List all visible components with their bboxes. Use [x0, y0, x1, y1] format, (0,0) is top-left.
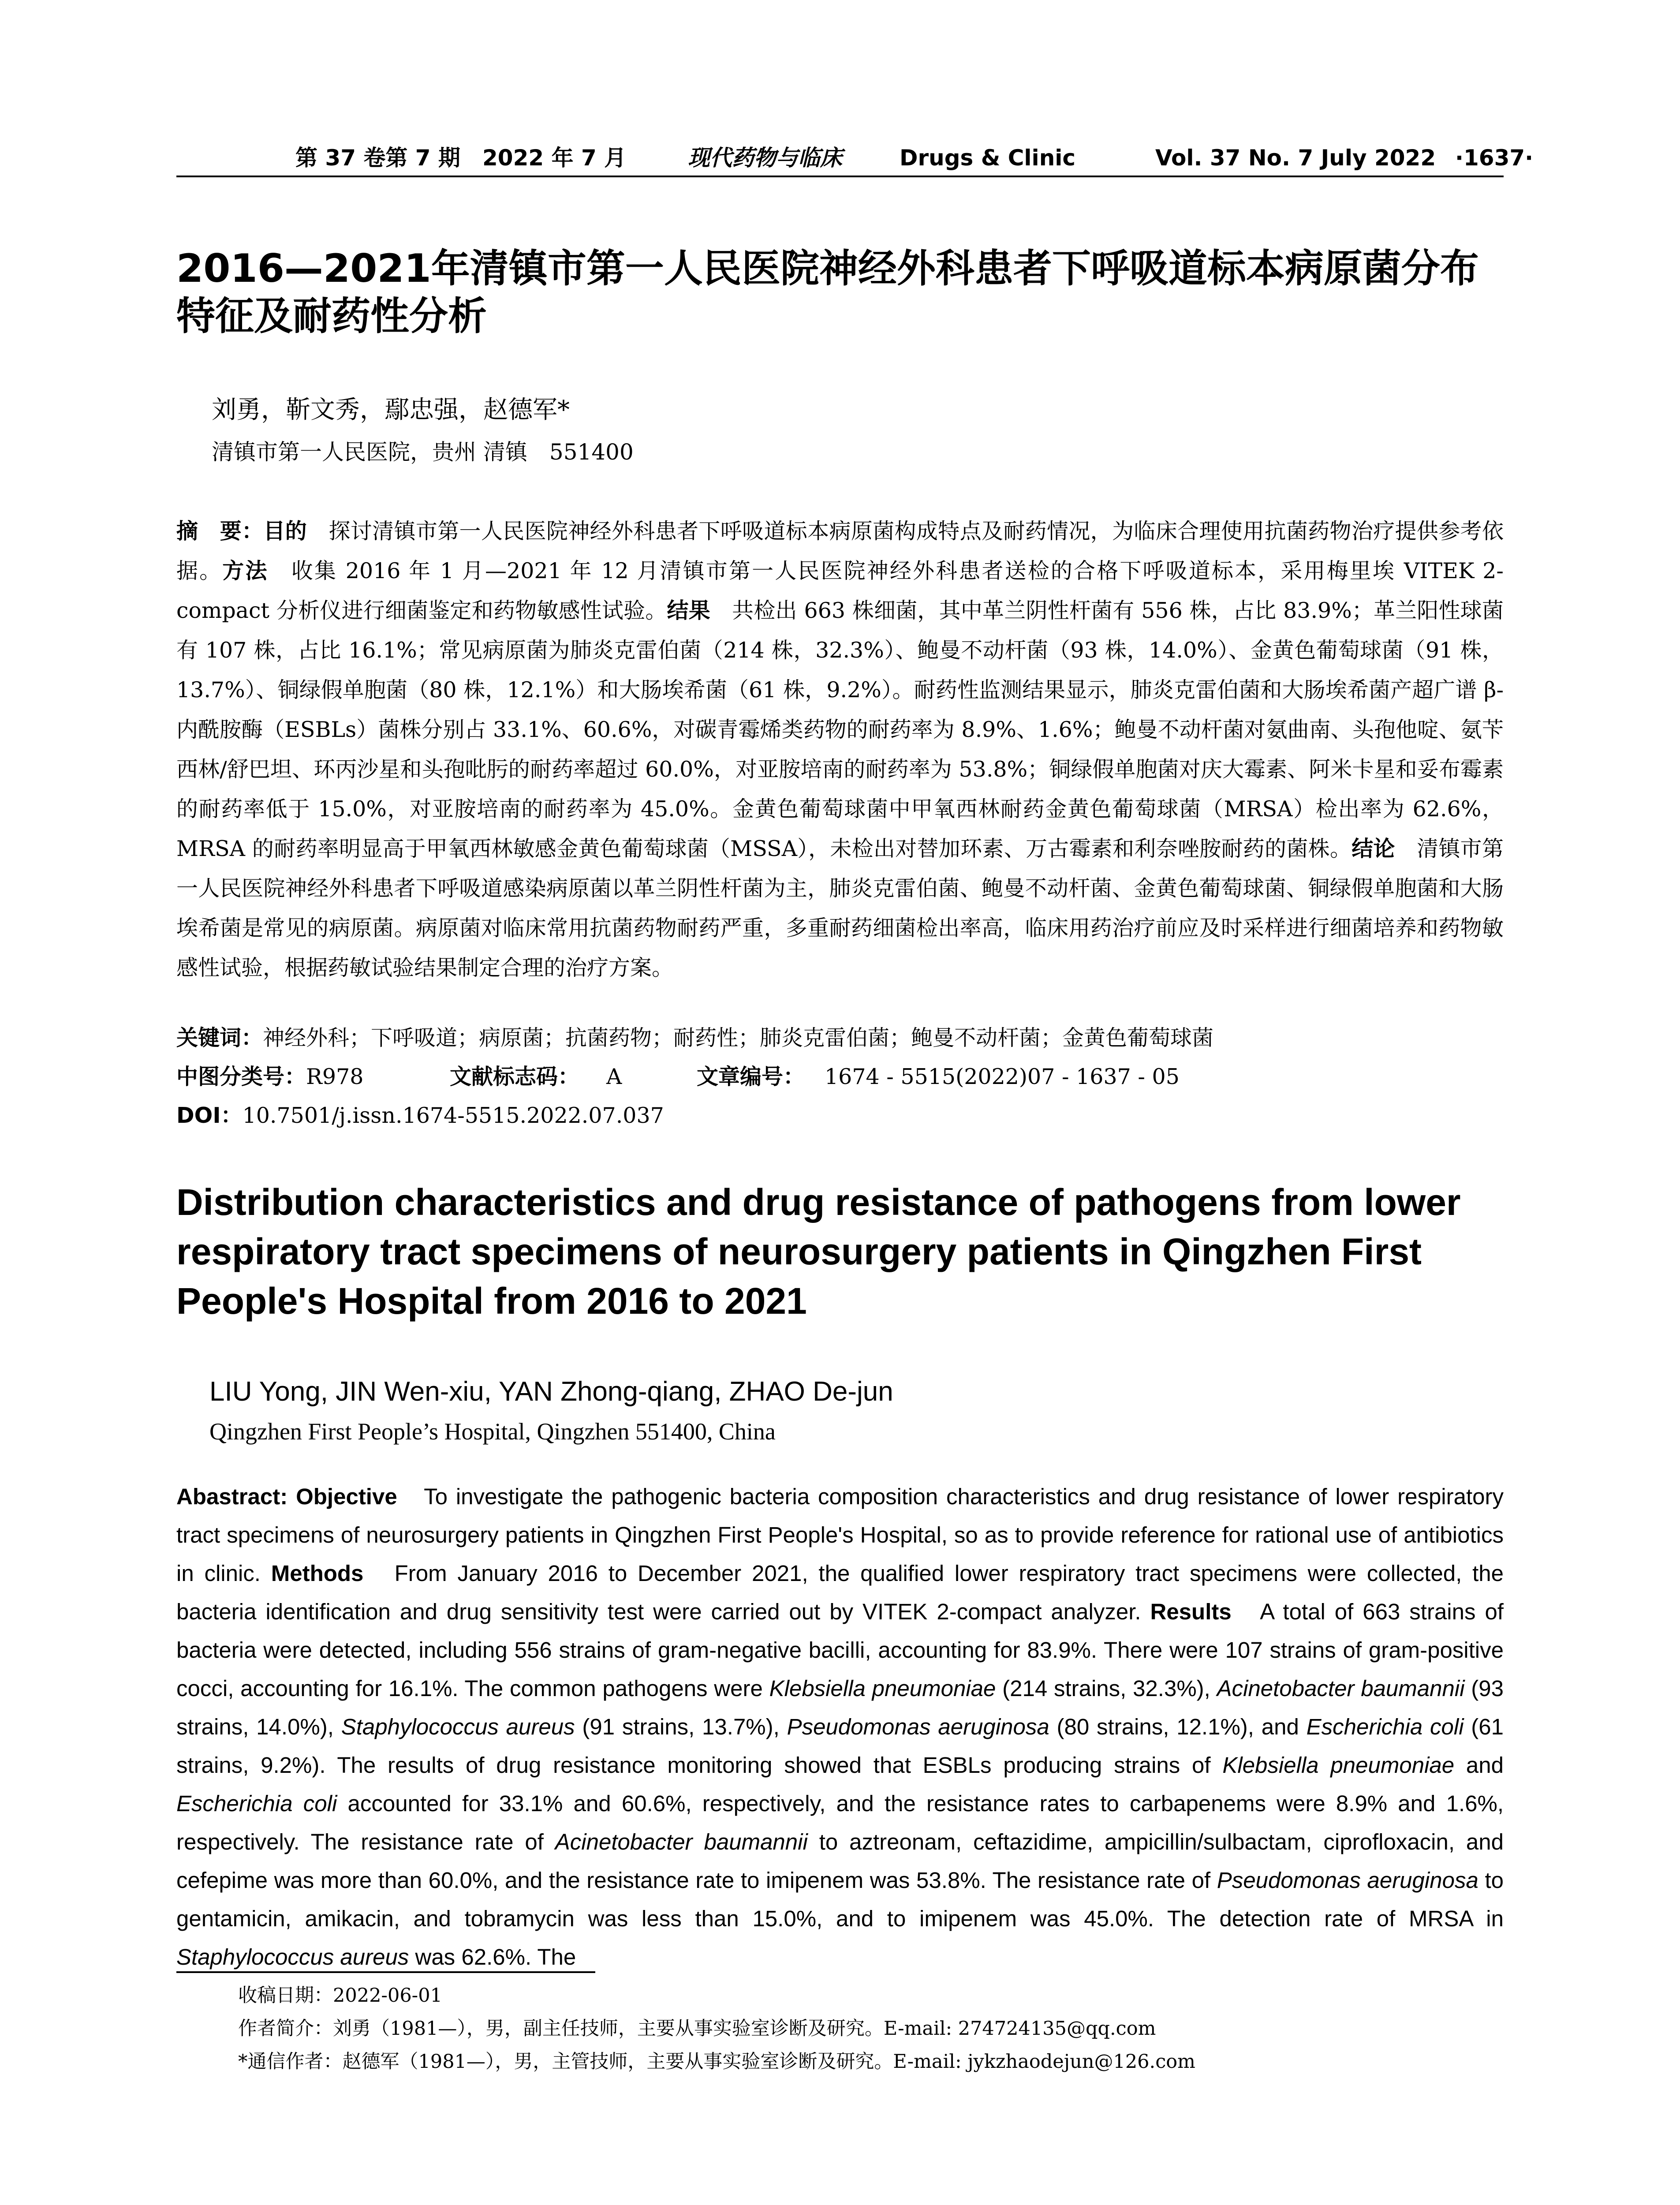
abstract-cn-results-label: 结果 [667, 598, 710, 623]
abstract-en-results: (61 strains, 9.2%). The results of drug resistance monitoring showed that ESBLs producing strains of [176, 1714, 1504, 1778]
species-name: Acinetobacter baumannii [1217, 1676, 1465, 1701]
abstract-cn-methods: 收集 2016 年 1 月—2021 年 12 月清镇市第一人民医院神经外科患者送检的合格下呼吸道标本，采用梅里埃 VITEK 2-compact 分析仪进行细菌鉴定和药物敏感性试验。 [176, 558, 1504, 623]
abstract-cn-conclusion: 清镇市第一人民医院神经外科患者下呼吸道感染病原菌以革兰阴性杆菌为主，肺炎克雷伯菌、鲍曼不动杆菌、金黄色葡萄球菌、铜绿假单胞菌和大肠埃希菌是常见的病原菌。病原菌对临床常用抗菌药物耐药严重，多重耐药细菌检出率高，临床用药治疗前应及时采样进行细菌培养和药物敏感性试验，根据药敏试验结果制定合理的治疗方案。 [176, 836, 1504, 980]
clc-value: R978 [306, 1064, 364, 1089]
species-name: Staphylococcus aureus [176, 1944, 409, 1970]
abstract-cn-results: 共检出 663 株细菌，其中革兰阴性杆菌有 556 株，占比 83.9%；革兰阳性球菌有 107 株，占比 16.1%；常见病原菌为肺炎克雷伯菌（214 株，32.3%）、鲍曼不动杆菌（93 株，14.0%）、金黄色葡萄球菌（91 株，13.7%）、铜绿假单胞菌（80 株，12.1%）和大肠埃希菌（61 株，9.2%）。耐药性监测结果显示，肺炎克雷伯菌和大肠埃希菌产超广谱 β-内酰胺酶（ESBLs）菌株分别占 33.1%、60.6%，对碳青霉烯类药物的耐药率为 8.9%、1.6%；鲍曼不动杆菌对氨曲南、头孢他啶、氨苄西林/舒巴坦、环丙沙星和头孢吡肟的耐药率超过 60.0%，对亚胺培南的耐药率为 53.8%；铜绿假单胞菌对庆大霉素、阿米卡星和妥布霉素的耐药率低于 15.0%，对亚胺培南的耐药率为 45.0%。金黄色葡萄球菌中甲氧西林耐药金黄色葡萄球菌（MRSA）检出率为 62.6%，MRSA 的耐药率明显高于甲氧西林敏感金黄色葡萄球菌（MSSA），未检出对替加环素、万古霉素和利奈唑胺耐药的菌株。 [176, 598, 1504, 861]
abstract-cn-objective-label: 目的 [263, 519, 307, 544]
abstract-cn [176, 512, 1504, 988]
abstract-cn-methods-label: 方法 [222, 558, 269, 583]
classification-line [176, 1058, 1504, 1096]
species-name: Klebsiella pneumoniae [769, 1676, 996, 1701]
article-title-en: Distribution characteristics and drug resistance of pathogens from lower respiratory tract specimens of neurosurgery patients in Qingzhen First People's Hospital from 2016 to 2021 [176, 1181, 1461, 1322]
clc-label: 中图分类号： [176, 1064, 306, 1089]
article-title-cn: 2016—2021年清镇市第一人民医院神经外科患者下呼吸道标本病原菌分布特征及耐药性分析 [176, 246, 1479, 339]
header-journal-cn: 现代药物与临床 [688, 145, 842, 171]
species-name: Pseudomonas aeruginosa [787, 1714, 1049, 1739]
abstract-en-objective-label: Objective [296, 1484, 397, 1509]
abstract-en-results: to aztreonam, ceftazidime, ampicillin/sulbactam, ciprofloxacin, and cefepime was more than 60.0%, and the resistance rate to imipenem was 53.8%. The resistance rate of [176, 1829, 1504, 1893]
species-name: Pseudomonas aeruginosa [1217, 1868, 1478, 1893]
article-number-value: 1674 - 5515(2022)07 - 1637 - 05 [825, 1064, 1180, 1089]
abstract-en-results-label: Results [1150, 1599, 1232, 1624]
abstract-cn-label: 摘 要： [176, 519, 264, 544]
header-page-number: ·1637· [1455, 145, 1534, 171]
keywords-label: 关键词： [176, 1025, 263, 1050]
species-name: Escherichia coli [1306, 1714, 1464, 1739]
header-volume-cn: 第 37 卷第 7 期 2022 年 7 月 [295, 145, 627, 171]
species-name: Staphylococcus aureus [341, 1714, 575, 1739]
authors-en: LIU Yong, JIN Wen-xiu, YAN Zhong-qiang, ZHAO De-jun [209, 1376, 893, 1407]
abstract-cn-conclusion-label: 结论 [1351, 836, 1395, 861]
footnote-divider [176, 1971, 595, 1973]
doi-line [176, 1096, 1504, 1135]
doi-label: DOI： [176, 1103, 243, 1128]
doi-value: 10.7501/j.issn.1674-5515.2022.07.037 [242, 1103, 664, 1128]
article-number-label: 文章编号： [697, 1064, 805, 1089]
abstract-en-methods: From January 2016 to December 2021, the qualified lower respiratory tract specimens were collected, the bacteria identification and drug sensitivity test were carried out by VITEK 2-compact analyzer. [176, 1561, 1504, 1624]
running-header [176, 140, 1534, 177]
species-name: Acinetobacter baumannii [555, 1829, 808, 1854]
abstract-en-results: (91 strains, 13.7%), [575, 1714, 787, 1739]
abstract-en-results: was 62.6%. The [409, 1944, 576, 1970]
affiliation-cn: 清镇市第一人民医院，贵州 清镇 551400 [212, 439, 634, 465]
affiliation-en: Qingzhen First People’s Hospital, Qingzhen 551400, China [209, 1418, 776, 1445]
keywords-text: 神经外科；下呼吸道；病原菌；抗菌药物；耐药性；肺炎克雷伯菌；鲍曼不动杆菌；金黄色葡萄球菌 [263, 1025, 1214, 1050]
footnote-author-bio: 作者简介：刘勇（1981—），男，副主任技师，主要从事实验室诊断及研究。E-mail: 274724135@qq.com [238, 2018, 1156, 2040]
footnote-received: 收稿日期：2022-06-01 [238, 1984, 442, 2007]
abstract-en-results: (93 strains, 14.0%), [176, 1676, 1504, 1739]
abstract-en-methods-label: Methods [271, 1561, 364, 1586]
species-name: Klebsiella pneumoniae [1222, 1753, 1455, 1778]
abstract-en-results: accounted for 33.1% and 60.6%, respectively, and the resistance rates to carbapenems were 8.9% and 1.6%, respectively. The resistance rate of [176, 1791, 1504, 1854]
abstract-en-results: A total of 663 strains of bacteria were detected, including 556 strains of gram-negative bacilli, accounting for 83.9%. There were 107 strains of gram-positive cocci, accounting for 16.1%. The common pathogens were [176, 1599, 1504, 1701]
document-code-value: A [606, 1064, 622, 1089]
keywords-line [176, 1019, 1504, 1058]
abstract-en-results: to gentamicin, amikacin, and tobramycin was less than 15.0%, and to imipenem was 45.0%. The detection rate of MRSA in [176, 1868, 1504, 1931]
abstract-en-objective: To investigate the pathogenic bacteria composition characteristics and drug resistance of lower respiratory tract specimens of neurosurgery patients in Qingzhen First People's Hospital, so as to provide reference for rational use of antibiotics in clinic. [176, 1484, 1504, 1586]
abstract-en-results: (214 strains, 32.3%), [996, 1676, 1217, 1701]
abstract-en-results: (80 strains, 12.1%), and [1049, 1714, 1307, 1739]
document-code-label: 文献标志码： [450, 1064, 580, 1089]
abstract-en-results: and [1454, 1753, 1504, 1778]
header-volume-en: Vol. 37 No. 7 July 2022 [1155, 145, 1436, 171]
abstract-en [176, 1477, 1504, 1976]
authors-cn: 刘勇，靳文秀，鄢忠强，赵德军* [212, 396, 570, 424]
abstract-cn-objective: 探讨清镇市第一人民医院神经外科患者下呼吸道标本病原菌构成特点及耐药情况，为临床合理使用抗菌药物治疗提供参考依据。 [176, 519, 1504, 583]
header-journal-en: Drugs & Clinic [900, 145, 1076, 171]
abstract-en-label: Abastract: [176, 1484, 296, 1509]
species-name: Escherichia coli [176, 1791, 337, 1816]
footnote-corresponding-author: *通信作者：赵德军（1981—），男，主管技师，主要从事实验室诊断及研究。E-mail: jykzhaodejun@126.com [238, 2051, 1195, 2073]
